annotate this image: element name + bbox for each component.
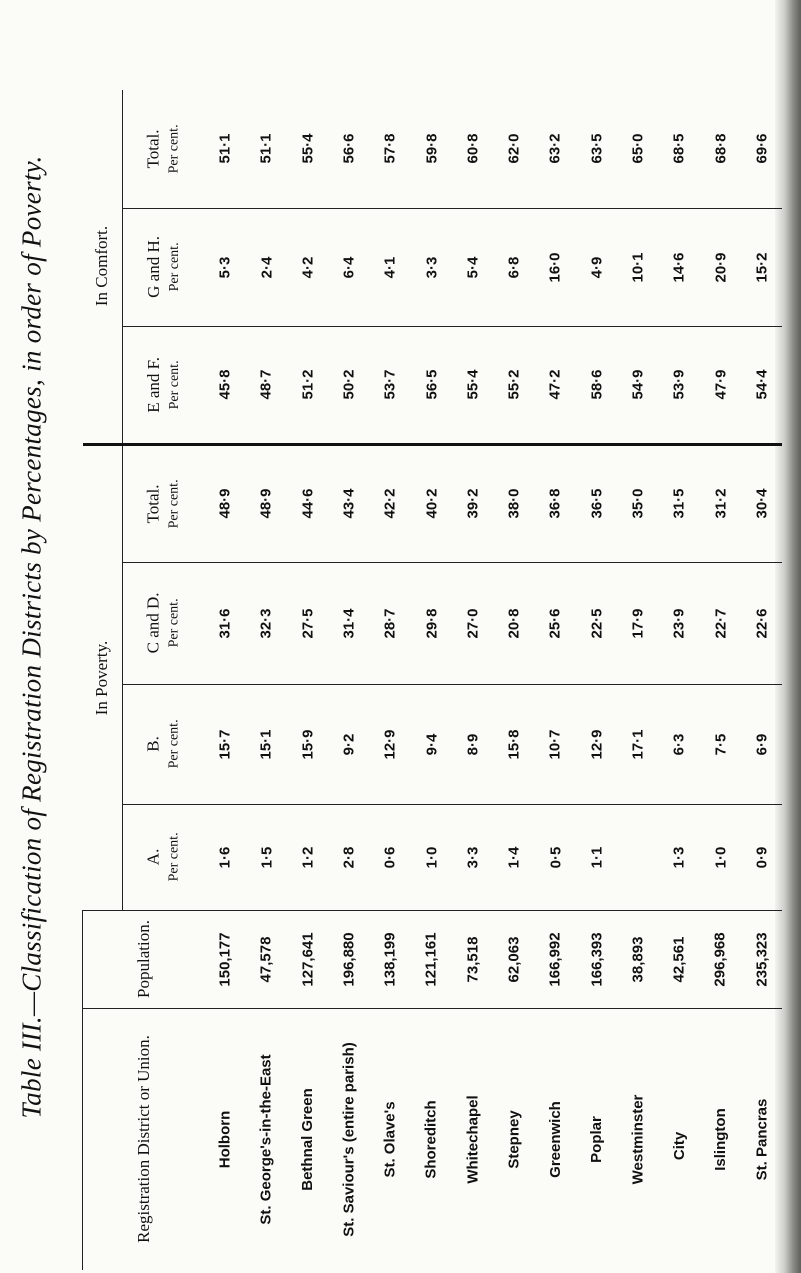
cell-ef: 45·8 bbox=[216, 369, 234, 400]
cell-cd: 27·5 bbox=[299, 607, 317, 639]
table-title: Table III.—Classification of Registration Districts by Percentages, in order of Poverty. bbox=[16, 154, 47, 1119]
cell-tc: 62·0 bbox=[505, 133, 523, 164]
district-name: Whitechapel bbox=[464, 1095, 482, 1184]
cell-tp: 48·9 bbox=[257, 488, 275, 519]
cell-tp: 31·5 bbox=[670, 488, 688, 519]
district-name: Westminster bbox=[629, 1094, 647, 1185]
cell-population: 166,393 bbox=[588, 931, 606, 987]
district-name-row bbox=[671, 1119, 688, 1160]
cell-b: 15·8 bbox=[505, 728, 523, 760]
district-name-row bbox=[464, 1095, 481, 1183]
cell-tp: 36·8 bbox=[546, 488, 564, 519]
cell-tc: 59·8 bbox=[423, 133, 441, 164]
cell-b: 15·1 bbox=[257, 728, 275, 760]
cell-ef: 53·7 bbox=[381, 369, 399, 400]
cell-a: 1·2 bbox=[299, 846, 317, 868]
column-header-gh: G and H. bbox=[143, 236, 163, 298]
cell-b: 9·2 bbox=[340, 733, 358, 755]
district-name-row bbox=[382, 1101, 399, 1177]
district-name-row bbox=[217, 1111, 234, 1169]
table-row-gh bbox=[83, 208, 783, 326]
district-name-row bbox=[299, 1088, 316, 1191]
cell-gh: 4·2 bbox=[299, 256, 317, 278]
district-name-row bbox=[588, 1116, 605, 1163]
cell-cd: 22·6 bbox=[753, 607, 771, 639]
cell-tc: 60·8 bbox=[464, 133, 482, 164]
cell-ef: 50·2 bbox=[340, 369, 358, 400]
cell-gh: 4·1 bbox=[381, 256, 399, 278]
per-cent-label: Per cent. bbox=[166, 479, 182, 528]
cell-tc: 57·8 bbox=[381, 133, 399, 164]
cell-b: 15·7 bbox=[216, 728, 234, 760]
cell-cd: 22·5 bbox=[588, 607, 606, 639]
cell-tp: 42·2 bbox=[381, 488, 399, 519]
cell-tp: 40·2 bbox=[423, 488, 441, 519]
cell-tp: 36·5 bbox=[588, 488, 606, 519]
district-name: Bethnal Green bbox=[299, 1087, 317, 1191]
cell-tc: 65·0 bbox=[629, 133, 647, 164]
in-poverty-header: In Poverty. bbox=[92, 640, 112, 715]
cell-cd: 29·8 bbox=[423, 607, 441, 639]
per-cent-label: Per cent. bbox=[166, 832, 182, 882]
cell-tp: 39·2 bbox=[464, 488, 482, 519]
district-name: St. Olave's bbox=[381, 1101, 399, 1178]
district-name: Stepney bbox=[505, 1110, 523, 1169]
cell-tc: 69·6 bbox=[753, 133, 771, 164]
cell-b: 7·5 bbox=[712, 733, 730, 755]
district-name: Holborn bbox=[216, 1110, 234, 1168]
cell-cd: 23·9 bbox=[670, 607, 688, 639]
district-name-row bbox=[423, 1100, 440, 1178]
cell-tp: 44·6 bbox=[299, 488, 317, 519]
cell-a: 0·6 bbox=[381, 846, 399, 868]
cell-population: 235,323 bbox=[753, 931, 771, 987]
cell-gh: 15·2 bbox=[753, 251, 771, 283]
cell-cd: 27·0 bbox=[464, 607, 482, 639]
cell-a: 1·5 bbox=[257, 846, 275, 868]
cell-tc: 63·2 bbox=[546, 133, 564, 164]
column-header-block-gh bbox=[143, 236, 185, 298]
cell-tc: 63·5 bbox=[588, 133, 606, 164]
cell-ef: 48·7 bbox=[257, 369, 275, 400]
cell-cd: 20·8 bbox=[505, 607, 523, 639]
cell-tc: 55·4 bbox=[299, 133, 317, 164]
cell-ef: 58·6 bbox=[588, 369, 606, 400]
cell-b: 10·7 bbox=[546, 728, 564, 760]
column-header-a: A. bbox=[143, 848, 163, 866]
column-header-block-cd bbox=[143, 593, 185, 654]
column-header-cd: C and D. bbox=[143, 592, 163, 654]
per-cent-label: Per cent. bbox=[166, 124, 182, 174]
cell-gh: 6·4 bbox=[340, 256, 358, 278]
table-row-district bbox=[83, 1008, 783, 1270]
cell-b: 12·9 bbox=[381, 728, 399, 760]
per-cent-label: Per cent. bbox=[166, 598, 182, 648]
table-row-population bbox=[83, 910, 783, 1008]
cell-population: 62,063 bbox=[505, 936, 523, 982]
district-name-row bbox=[340, 1042, 357, 1236]
table-title-area bbox=[0, 0, 64, 1273]
cell-gh: 4·9 bbox=[588, 256, 606, 278]
cell-cd: 31·4 bbox=[340, 607, 358, 639]
cell-a: 1·1 bbox=[588, 846, 606, 868]
cell-a: 3·3 bbox=[464, 846, 482, 868]
cell-gh: 10·1 bbox=[629, 251, 647, 283]
cell-cd: 31·6 bbox=[216, 607, 234, 639]
cell-tp: 31·2 bbox=[712, 488, 730, 519]
cell-cd: 25·6 bbox=[546, 607, 564, 639]
cell-b: 9·4 bbox=[423, 733, 441, 755]
cell-population: 127,641 bbox=[299, 931, 317, 987]
district-name-row bbox=[258, 1054, 275, 1224]
table-row-cd bbox=[83, 562, 783, 684]
district-name: Poplar bbox=[588, 1115, 606, 1163]
table-row-b bbox=[83, 684, 783, 804]
per-cent-label: Per cent. bbox=[166, 242, 182, 292]
cell-tp: 48·9 bbox=[216, 488, 234, 519]
cell-ef: 51·2 bbox=[299, 369, 317, 400]
district-name-row bbox=[506, 1110, 523, 1168]
cell-gh: 5·4 bbox=[464, 256, 482, 278]
cell-ef: 54·4 bbox=[753, 369, 771, 400]
cell-gh: 3·3 bbox=[423, 256, 441, 278]
table-row-ef bbox=[83, 326, 783, 444]
cell-b: 17·1 bbox=[629, 728, 647, 760]
in-comfort-header: In Comfort. bbox=[92, 226, 112, 307]
district-header: Registration District or Union. bbox=[133, 1035, 153, 1244]
cell-a: 0·9 bbox=[753, 846, 771, 868]
cell-cd: 17·9 bbox=[629, 607, 647, 639]
cell-population: 196,880 bbox=[340, 931, 358, 987]
column-header-tc: Total. bbox=[143, 129, 163, 169]
district-name: Islington bbox=[712, 1108, 730, 1171]
statistics-table bbox=[82, 90, 782, 1270]
cell-gh: 16·0 bbox=[546, 251, 564, 283]
district-name: City bbox=[670, 1131, 688, 1160]
cell-population: 296,968 bbox=[712, 931, 730, 987]
cell-tc: 68·8 bbox=[712, 133, 730, 164]
district-name-row bbox=[629, 1094, 646, 1184]
cell-population: 121,161 bbox=[423, 931, 441, 987]
column-header-block-a bbox=[143, 833, 185, 882]
cell-gh: 14·6 bbox=[670, 251, 688, 283]
cell-tp: 35·0 bbox=[629, 488, 647, 519]
district-name-row bbox=[712, 1108, 729, 1171]
cell-population: 47,578 bbox=[257, 936, 275, 982]
column-header-block-b bbox=[143, 720, 185, 769]
district-name-row bbox=[753, 1098, 770, 1180]
district-name: Greenwich bbox=[546, 1100, 564, 1178]
cell-b: 8·9 bbox=[464, 733, 482, 755]
cell-a: 2·8 bbox=[340, 846, 358, 868]
cell-population: 166,992 bbox=[546, 931, 564, 987]
cell-cd: 32·3 bbox=[257, 607, 275, 639]
table-row-tc bbox=[83, 90, 783, 208]
cell-gh: 20·9 bbox=[712, 251, 730, 283]
column-header-block-ef bbox=[143, 357, 185, 413]
cell-b: 12·9 bbox=[588, 728, 606, 760]
cell-tc: 68·5 bbox=[670, 133, 688, 164]
district-name: St. George's-in-the-East bbox=[257, 1054, 275, 1225]
cell-tc: 51·1 bbox=[216, 133, 234, 164]
district-name: St. Pancras bbox=[753, 1098, 771, 1181]
cell-a: 1·0 bbox=[712, 846, 730, 868]
cell-ef: 55·2 bbox=[505, 369, 523, 400]
cell-a: 1·3 bbox=[670, 846, 688, 868]
cell-tp: 30·4 bbox=[753, 488, 771, 519]
population-header: Population. bbox=[133, 920, 153, 998]
column-header-block-tc bbox=[143, 124, 185, 173]
cell-cd: 22·7 bbox=[712, 607, 730, 639]
cell-population: 42,561 bbox=[670, 936, 688, 982]
cell-tp: 38·0 bbox=[505, 488, 523, 519]
cell-b: 15·9 bbox=[299, 728, 317, 760]
cell-b: 6·9 bbox=[753, 733, 771, 755]
cell-a: 1·0 bbox=[423, 846, 441, 868]
statistics-table-sheet bbox=[82, 90, 782, 1270]
cell-a: 1·4 bbox=[505, 846, 523, 868]
cell-gh: 2·4 bbox=[257, 256, 275, 278]
per-cent-label: Per cent. bbox=[166, 360, 182, 409]
cell-a: 1·6 bbox=[216, 846, 234, 868]
district-name: Shoreditch bbox=[423, 1100, 441, 1179]
cell-population: 138,199 bbox=[381, 931, 399, 987]
district-name-row bbox=[547, 1101, 564, 1178]
cell-cd: 28·7 bbox=[381, 607, 399, 639]
cell-ef: 55·4 bbox=[464, 369, 482, 400]
column-header-ef: E and F. bbox=[143, 356, 163, 413]
column-header-block-tp bbox=[143, 479, 185, 528]
cell-ef: 47·2 bbox=[546, 369, 564, 400]
cell-population: 150,177 bbox=[216, 931, 234, 987]
cell-a: 0·5 bbox=[546, 846, 564, 868]
column-header-b: B. bbox=[143, 736, 163, 752]
per-cent-label: Per cent. bbox=[166, 719, 182, 769]
table-row-tp bbox=[83, 444, 783, 562]
district-name: St. Saviour's (entire parish) bbox=[340, 1042, 358, 1237]
cell-ef: 53·9 bbox=[670, 369, 688, 400]
cell-gh: 5·3 bbox=[216, 256, 234, 278]
cell-gh: 6·8 bbox=[505, 256, 523, 278]
cell-population: 73,518 bbox=[464, 936, 482, 982]
cell-population: 38,893 bbox=[629, 936, 647, 982]
cell-tc: 51·1 bbox=[257, 133, 275, 164]
cell-tp: 43·4 bbox=[340, 488, 358, 519]
column-header-tp: Total. bbox=[143, 484, 163, 523]
cell-b: 6·3 bbox=[670, 733, 688, 755]
cell-tc: 56·6 bbox=[340, 133, 358, 164]
cell-ef: 56·5 bbox=[423, 369, 441, 400]
cell-ef: 47·9 bbox=[712, 369, 730, 400]
table-row-a bbox=[83, 804, 783, 910]
cell-ef: 54·9 bbox=[629, 369, 647, 400]
